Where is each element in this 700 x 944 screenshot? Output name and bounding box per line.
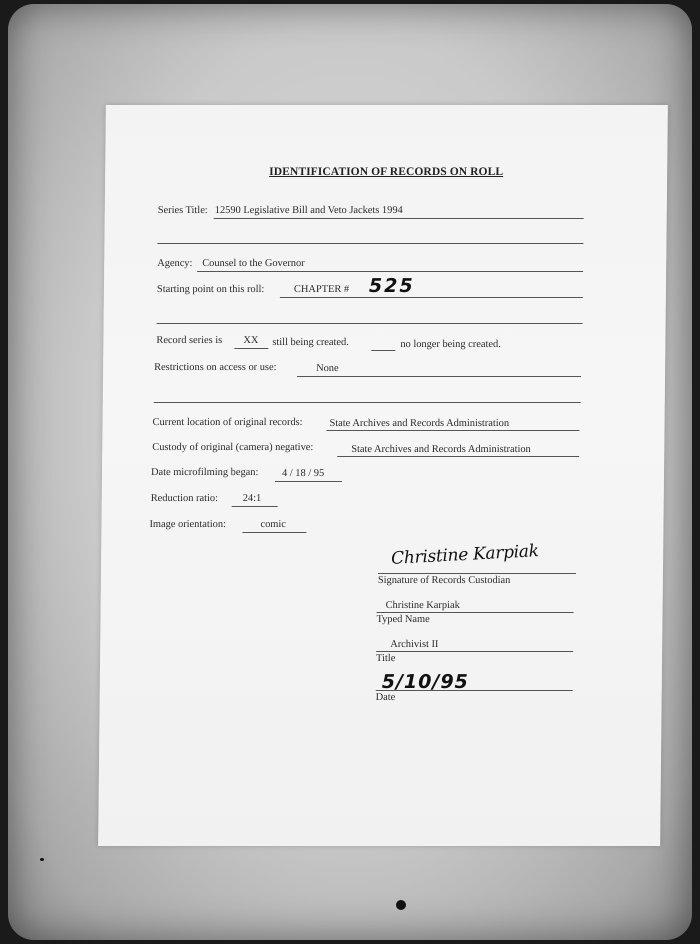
typed-name-caption: Typed Name: [376, 614, 430, 625]
starting-point-underline: [280, 297, 583, 298]
custody-underline: [337, 456, 579, 457]
title-value: Archivist II: [390, 639, 439, 650]
date-began-value: 4 / 18 / 95: [281, 468, 325, 479]
agency-underline: [197, 271, 583, 272]
image-orientation-value: comic: [260, 519, 286, 530]
chapter-number-handwritten: 525: [368, 275, 415, 297]
custodian-signature-handwritten: Christine Karpiak: [390, 541, 540, 569]
film-speck: [396, 900, 406, 910]
custody-value: State Archives and Records Administration: [351, 444, 531, 455]
microfilm-frame: [8, 4, 692, 940]
reduction-ratio-label: Reduction ratio:: [150, 493, 219, 504]
date-underline: [376, 690, 573, 691]
series-title-value: 12590 Legislative Bill and Veto Jackets 1994: [214, 205, 403, 216]
form-title: IDENTIFICATION OF RECORDS ON ROLL: [269, 166, 504, 178]
reduction-ratio-value: 24:1: [242, 493, 262, 504]
current-location-label: Current location of original records:: [152, 417, 303, 428]
image-orientation-label: Image orientation:: [149, 519, 227, 530]
typed-name-value: Christine Karpiak: [385, 600, 460, 611]
starting-point-continuation-line: [157, 323, 583, 324]
series-title-continuation-line: [157, 243, 583, 244]
signature-underline: [378, 573, 576, 574]
still-being-created-text: still being created.: [272, 337, 349, 348]
agency-label: Agency:: [157, 258, 193, 269]
records-form-page: [98, 105, 668, 846]
agency-value: Counsel to the Governor: [202, 258, 305, 269]
reduction-ratio-underline: [232, 506, 278, 507]
series-title-underline: [214, 218, 584, 219]
custody-label: Custody of original (camera) negative:: [152, 442, 314, 453]
series-title-row: [158, 205, 208, 216]
record-series-mark: XX: [243, 335, 259, 346]
starting-point-label: Starting point on this roll:: [156, 284, 265, 295]
record-series-mark-underline: [234, 348, 268, 349]
date-handwritten: 5/10/95: [381, 671, 469, 693]
no-longer-being-created-text: no longer being created.: [400, 339, 501, 350]
current-location-value: State Archives and Records Administration: [329, 418, 510, 429]
title-underline: [376, 651, 573, 652]
current-location-underline: [326, 430, 579, 431]
series-title-label: Series Title:: [157, 205, 208, 216]
title-caption: Title: [376, 653, 396, 664]
signature-caption: Signature of Records Custodian: [377, 575, 511, 586]
restrictions-continuation-line: [154, 402, 581, 403]
typed-name-underline: [377, 612, 574, 613]
image-orientation-underline: [242, 532, 306, 533]
record-series-label: Record series is: [156, 335, 223, 346]
restrictions-underline: [297, 376, 581, 377]
film-speck: [40, 858, 44, 861]
date-began-label: Date microfilming began:: [150, 467, 259, 478]
starting-point-value: CHAPTER #: [293, 284, 350, 295]
date-caption: Date: [375, 692, 396, 703]
no-longer-blank-underline: [371, 350, 395, 351]
date-began-underline: [275, 481, 342, 482]
restrictions-label: Restrictions on access or use:: [154, 362, 277, 373]
restrictions-value: None: [316, 363, 339, 374]
